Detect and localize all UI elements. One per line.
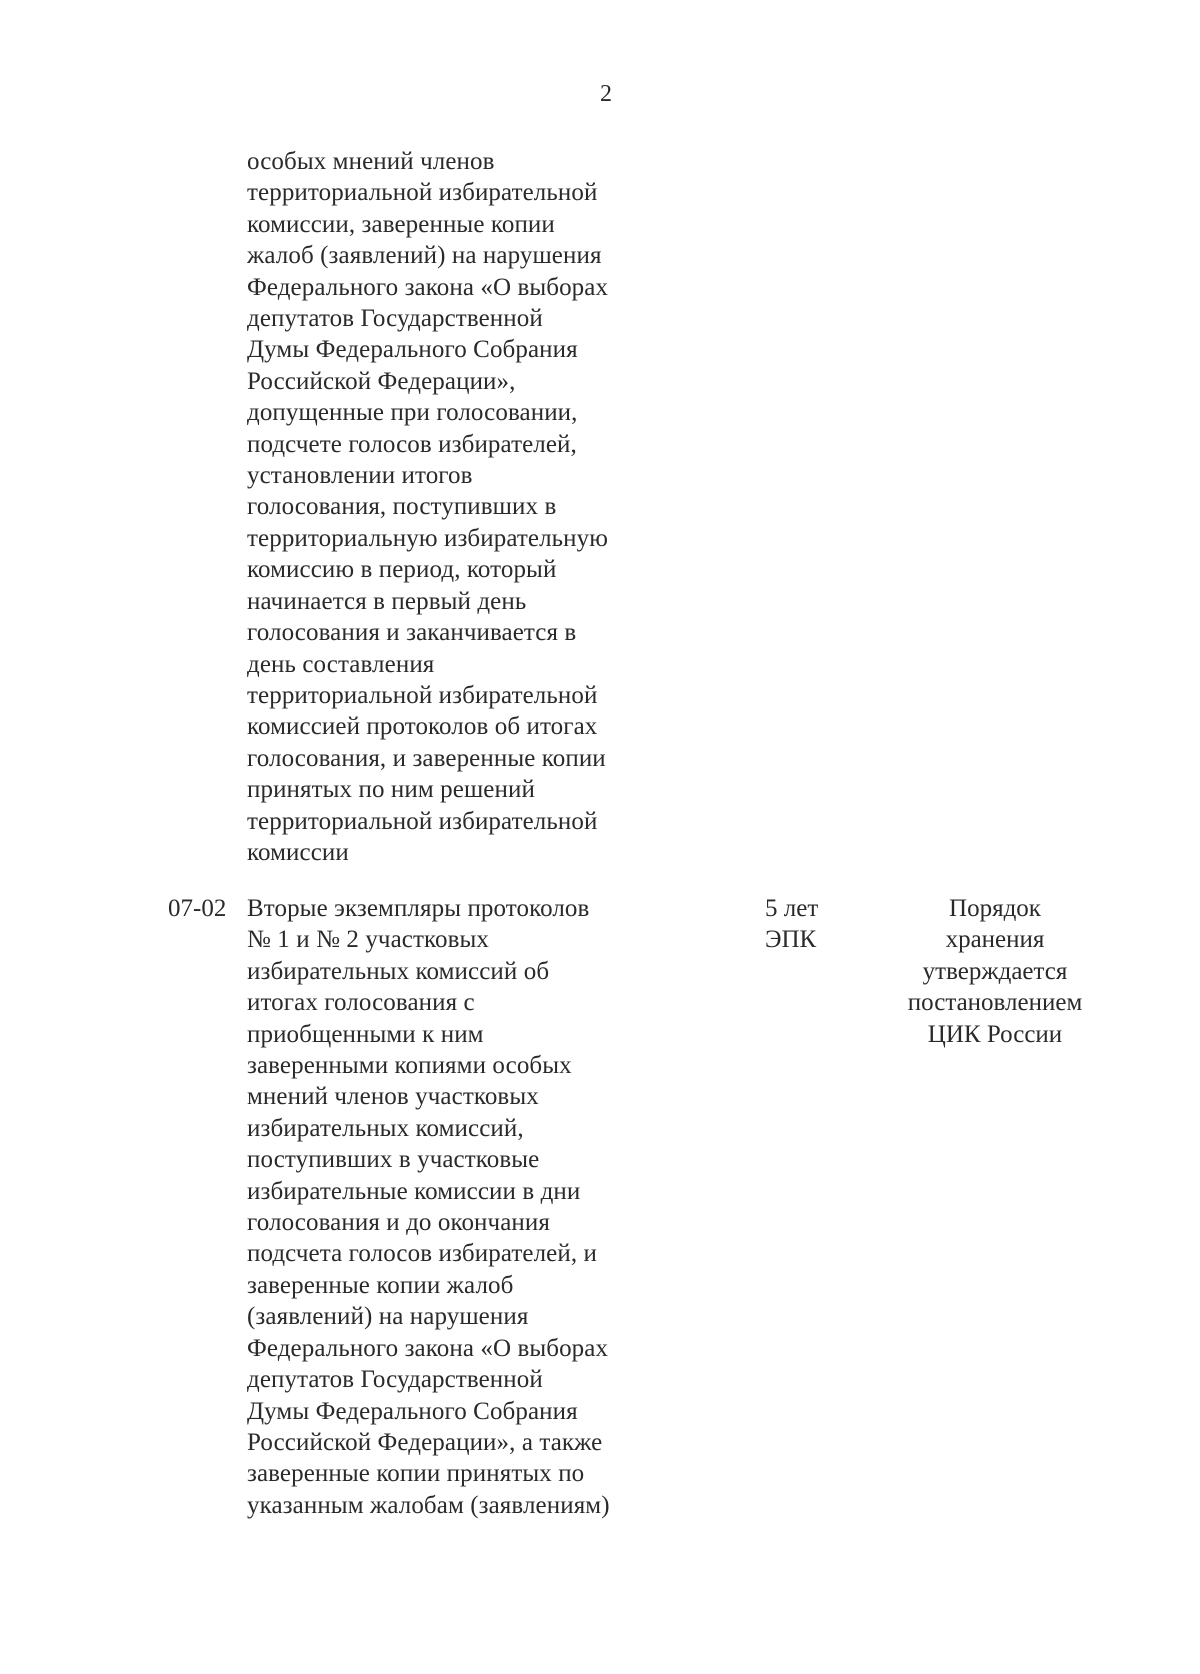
description-line: заверенными копиями особых [247, 1052, 572, 1080]
description-line: итогах голосования с [247, 989, 475, 1017]
description-line: заверенные копии принятых по [247, 1460, 585, 1488]
description-line: территориальную избирательную [247, 524, 609, 552]
description-line: Российской Федерации», а также [247, 1428, 603, 1456]
description-line: поступивших в участковые [247, 1146, 540, 1174]
description-line: начинается в первый день [247, 587, 527, 615]
description-line: день составления [247, 650, 435, 678]
description-line: допущенные при голосовании, [247, 399, 578, 427]
description-line: территориальной избирательной [247, 681, 598, 709]
note-line: утверждается [922, 957, 1068, 985]
description-line: подсчете голосов избирателей, [247, 430, 577, 458]
description-line: подсчета голосов избирателей, и [247, 1240, 598, 1268]
retention-period: 5 лет [765, 895, 819, 922]
description-line: голосования и до окончания [247, 1209, 550, 1237]
description-line: комиссию в период, который [247, 556, 557, 584]
description-line: голосования, и заверенные копии [247, 744, 606, 772]
description-line: (заявлений) на нарушения [247, 1303, 529, 1331]
description-line: Федерального закона «О выборах [247, 273, 609, 301]
description-line: Вторые экземпляры протоколов [247, 895, 590, 922]
entry-retention-term [765, 893, 818, 956]
description-line: Думы Федерального Собрания [247, 1397, 578, 1425]
page-number: 2 [600, 81, 612, 107]
retention-mark: ЭПК [765, 926, 817, 954]
description-line: депутатов Государственной [247, 305, 543, 333]
description-line: установлении итогов [247, 462, 473, 490]
description-line: № 1 и № 2 участковых [247, 926, 490, 954]
description-line: депутатов Государственной [247, 1366, 543, 1394]
description-line: жалоб (заявлений) на нарушения [247, 242, 602, 270]
description-line: приобщенными к ним [247, 1020, 484, 1048]
note-line: ЦИК России [927, 1020, 1063, 1048]
note-line: постановлением [907, 989, 1083, 1017]
description-line: голосования, поступивших в [247, 493, 557, 521]
description-line: территориальной избирательной [247, 807, 598, 835]
note-line: Порядок [949, 895, 1041, 922]
description-line: принятых по ним решений [247, 776, 535, 804]
note-line: хранения [945, 926, 1045, 954]
entry-note [880, 893, 1110, 1050]
description-line: Федерального закона «О выборах [247, 1334, 609, 1362]
description-line: комиссией протоколов об итогах [247, 713, 598, 741]
description-line: избирательные комиссии в дни [247, 1177, 581, 1205]
entry-code: 07-02 [168, 895, 227, 922]
description-line: голосования и заканчивается в [247, 619, 577, 647]
description-line: избирательных комиссий, [247, 1114, 524, 1142]
description-line: комиссии [247, 838, 349, 866]
description-line: указанным жалобам (заявлениям) [247, 1491, 610, 1519]
entry-description [247, 893, 647, 1521]
description-line: мнений членов участковых [247, 1083, 539, 1111]
description-line: Российской Федерации», [247, 367, 516, 395]
description-line: комиссии, заверенные копии [247, 210, 555, 238]
description-line: особых мнений членов [247, 148, 495, 175]
description-line: территориальной избирательной [247, 179, 598, 207]
description-line: избирательных комиссий об [247, 957, 550, 985]
description-line: заверенные копии жалоб [247, 1271, 514, 1299]
continued-entry-description [247, 146, 647, 868]
description-line: Думы Федерального Собрания [247, 336, 578, 364]
